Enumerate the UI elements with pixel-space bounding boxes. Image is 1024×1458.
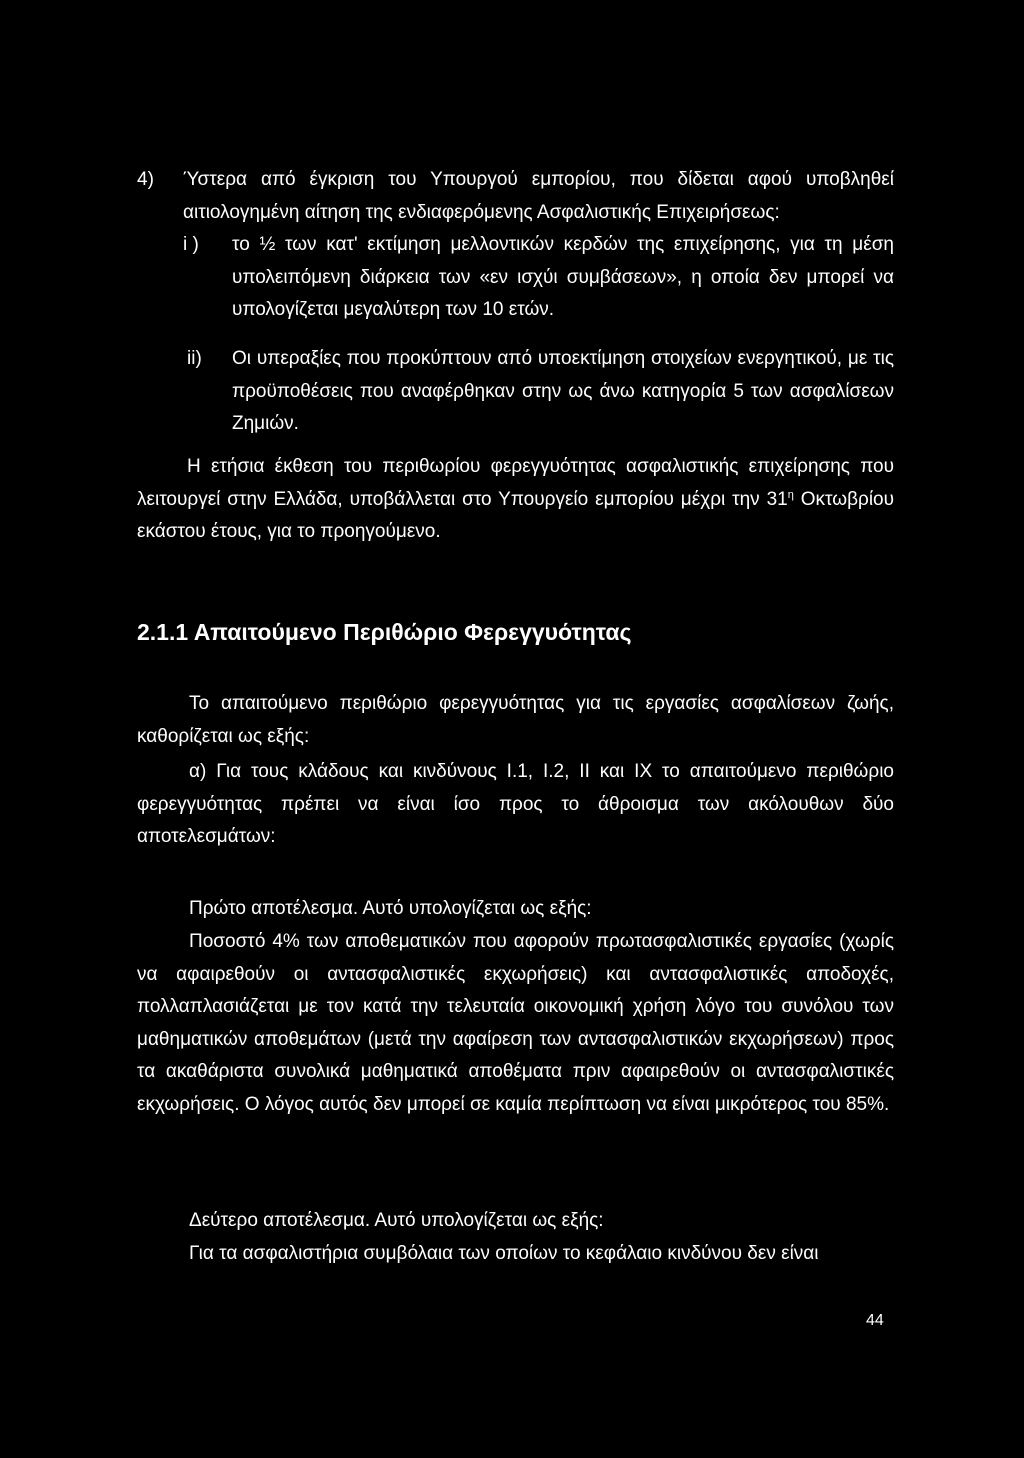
annual-report-superscript: η	[787, 488, 794, 501]
first-result-body: Ποσοστό 4% των αποθεματικών που αφορούν πρωτασφαλιστικές εργασίες (χωρίς να αφαιρεθούν οι αντασφαλιστικές εκχωρήσεις) και αντασφαλιστικές αποδοχές, πολλαπλασιάζεται με τον κατά την τελευταία οικονομική χρήση λόγο του συνόλου των μαθηματικών αποθεμάτων (μετά την αφαίρεση των αντασφαλιστικών εκχωρήσεων) προς τα ακαθάριστα συνολικά μαθηματικά αποθέματα πριν αφαιρεθούν οι αντασφαλιστικές εκχωρήσεις. Ο λόγος αυτός δεν μπορεί σε καμία περίπτωση να είναι μικρότερος του 85%.	[137, 931, 894, 1115]
second-result-title: Δεύτερο αποτέλεσμα. Αυτό υπολογίζεται ως εξής:	[189, 1210, 604, 1231]
sub-item-ii-number: ii)	[187, 348, 202, 369]
first-result-title: Πρώτο αποτέλεσμα. Αυτό υπολογίζεται ως εξής:	[189, 898, 592, 919]
page-number: 44	[866, 1312, 884, 1329]
item-4-number: 4)	[137, 169, 154, 190]
annual-report-text-after: Οκτωβρίου εκάστου έτους, για το προηγούμενο.	[137, 488, 895, 542]
sub-item-i-text: το ½ των κατ' εκτίμηση μελλοντικών κερδών της επιχείρησης, για τη μέση υπολειπόμενη διάρκεια των «εν ισχύι συμβάσεων», η οποία δεν μπορεί να υπολογίζεται μεγαλύτερη των 10 ετών.	[232, 234, 894, 320]
annual-report-paragraph	[137, 451, 894, 549]
section-intro: Το απαιτούμενο περιθώριο φερεγγυότητας για τις εργασίες ασφαλίσεων ζωής, καθορίζεται ως εξής:	[137, 693, 894, 747]
annual-report-text-before: Η ετήσια έκθεση του περιθωρίου φερεγγυότητας ασφαλιστικής επιχείρησης που λειτουργεί στην Ελλάδα, υποβάλλεται στο Υπουργείο εμπορίου μέχρι την 31	[137, 456, 894, 510]
second-result-body: Για τα ασφαλιστήρια συμβόλαια των οποίων το κεφάλαιο κινδύνου δεν είναι	[189, 1243, 819, 1264]
sub-item-i	[183, 229, 894, 327]
section-heading: 2.1.1 Απαιτούμενο Περιθώριο Φερεγγυότητας	[137, 619, 632, 645]
sub-item-ii	[187, 343, 894, 441]
sub-item-i-number: i )	[183, 234, 199, 255]
item-4	[137, 164, 894, 229]
point-a: α) Για τους κλάδους και κινδύνους Ι.1, Ι.2, ΙΙ και ΙΧ το απαιτούμενο περιθώριο φερεγγυότητας πρέπει να είναι ίσο προς το άθροισμα των ακόλουθων δύο αποτελεσμάτων:	[137, 761, 894, 847]
item-4-text: Ύστερα από έγκριση του Υπουργού εμπορίου, που δίδεται αφού υποβληθεί αιτιολογημένη αίτηση της ενδιαφερόμενης Ασφαλιστικής Επιχειρήσεως:	[183, 169, 894, 223]
sub-item-ii-text: Οι υπεραξίες που προκύπτουν από υποεκτίμηση στοιχείων ενεργητικού, με τις προϋποθέσεις που αναφέρθηκαν στην ως άνω κατηγορία 5 των ασφαλίσεων Ζημιών.	[232, 348, 894, 434]
